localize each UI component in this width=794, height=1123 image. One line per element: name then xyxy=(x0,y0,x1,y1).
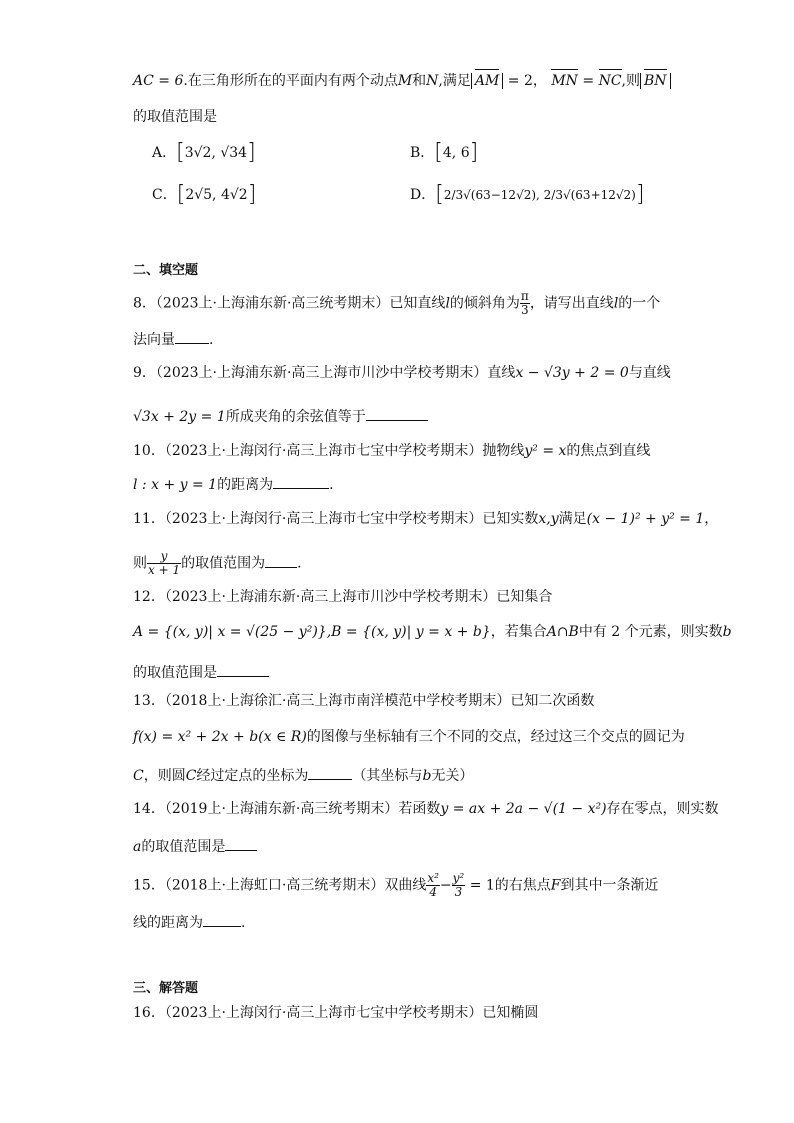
option-d-label: D． xyxy=(410,187,436,203)
q7-eq2: = 2， xyxy=(507,73,547,89)
q15-three: 3 xyxy=(454,885,463,899)
option-a-label: A． xyxy=(152,145,177,161)
q15-text-c: 到其中一条渐近 xyxy=(560,877,659,894)
q15-y2-over-3 xyxy=(452,872,466,899)
bracket-left: [ xyxy=(435,182,444,207)
q8-l2var: l xyxy=(613,295,619,312)
q7-option-b xyxy=(410,140,479,165)
q13-text-3c: （其坐标与 xyxy=(352,768,423,784)
bracket-right: ] xyxy=(635,182,645,207)
q7-line2: 的取值范围是 xyxy=(133,109,217,125)
q13-text-2: 的图像与坐标轴有三个不同的交点，经过这三个交点的圆记为 xyxy=(306,729,685,745)
q11-line2: 则 $\frac{y}{x + 1}$ 的取值范围为 . xyxy=(133,549,302,577)
q10-text-b: 的焦点到直线 xyxy=(566,443,651,459)
q8-three: 3 xyxy=(521,303,529,317)
q15-text-2: 线的距离为 xyxy=(133,915,203,931)
q13-fx: f(x) = x² + 2x + b(x ∈ R) xyxy=(133,729,307,745)
option-c-label: C． xyxy=(152,187,177,203)
q11-den: x + 1 xyxy=(148,563,181,577)
q13-text-3b: 经过定点的坐标为 xyxy=(196,768,309,784)
q9-line1 xyxy=(133,364,671,382)
q12-b: b xyxy=(722,624,732,640)
section-solution-title: 三、解答题 xyxy=(133,981,199,996)
q8-l: l xyxy=(445,295,450,312)
bracket-left: [ xyxy=(176,182,186,207)
q9-eq2: √3x + 2y = 1 xyxy=(133,409,226,425)
bracket-right: ] xyxy=(469,140,479,165)
q7-am-abs xyxy=(471,73,503,89)
q14-line2 xyxy=(133,836,257,856)
q13-c: C xyxy=(133,768,144,784)
option-b-label: B． xyxy=(410,145,435,161)
option-a-value: 3√2, √34 xyxy=(184,145,248,161)
q12-text-c: 中有 2 个元素，则实数 xyxy=(578,624,723,640)
q13-b: b xyxy=(422,768,432,784)
q10-line2: l : x + y = 1的距离为 . xyxy=(133,474,334,494)
q9-text-2: 所成夹角的余弦值等于 xyxy=(225,409,366,425)
q7-bn-vec: BN xyxy=(643,73,667,89)
q12-set-a: A = {(x, y)| x = √(25 − y²)} xyxy=(133,624,327,640)
q7-m: M xyxy=(397,73,413,89)
q8-text-b: 的倾斜角为 xyxy=(449,295,520,312)
q11-text-b: 满足 xyxy=(558,511,587,527)
q11-text-b2: 的取值范围为 xyxy=(181,555,266,572)
q10-text-a: 10．（2023上·上海闵行·高三上海市七宝中学校考期末）抛物线 xyxy=(133,443,525,459)
q13-answer-blank[interactable] xyxy=(308,765,352,780)
q7-and: 和 xyxy=(412,73,427,89)
q15-line1: 15．（2018上·上海虹口·高三统考期末）双曲线 $\frac{\text{x²}}{4}$ − $\frac{\text{y²}}{3}$ = 1的右焦点F到其中一条渐近 xyxy=(133,871,659,899)
q13-line1: 13．（2018上·上海徐汇·高三上海市南洋模范中学校考期末）已知二次函数 xyxy=(133,693,595,709)
bracket-right: ] xyxy=(247,140,256,165)
q11-line1: 11．（2023上·上海闵行·高三上海市七宝中学校考期末）已知实数x,y满足(x − 1)² + y² = 1， xyxy=(133,511,719,527)
q11-answer-blank[interactable] xyxy=(265,553,297,568)
q15-answer-blank[interactable] xyxy=(203,912,241,927)
q14-a: a xyxy=(133,839,142,855)
q12-line3 xyxy=(133,662,269,682)
q13-line3 xyxy=(133,765,473,785)
q11-xy: x,y xyxy=(538,511,559,527)
q7-nc-vec: NC xyxy=(598,73,622,89)
option-b-value: 4, 6 xyxy=(442,145,470,161)
q15-y2: y² xyxy=(452,871,465,885)
q12-line1: 12．（2023上·上海浦东新·高三上海市川沙中学校考期末）已知集合 xyxy=(133,589,553,605)
q8-answer-blank[interactable] xyxy=(175,329,209,344)
q7-mn-vec: MN xyxy=(551,73,578,89)
q15-line2: 线的距离为 . xyxy=(133,912,245,932)
q14-eq: y = ax + 2a − √(1 − x²) xyxy=(440,801,607,817)
q9-answer-blank[interactable] xyxy=(366,406,428,421)
q8-pi: π xyxy=(520,289,529,303)
q15-eq1: = 1 xyxy=(469,877,495,894)
q10-eq2: l : x + y = 1 xyxy=(133,477,218,493)
q7-then: ,则 xyxy=(621,73,640,89)
q12-set-b: ,B = {(x, y)| y = x + b} xyxy=(326,624,491,640)
q14-line1 xyxy=(133,800,719,818)
q7-am-vec: AM xyxy=(474,73,500,89)
q11-eq: (x − 1)² + y² = 1 xyxy=(586,511,705,527)
q8-text-a: 8．（2023上·上海浦东新·高三统考期末）已知直线 xyxy=(133,295,446,312)
q7-n: N xyxy=(426,73,439,89)
q12-intersection: A∩B xyxy=(546,624,579,640)
q7-text: .在三角形所在的平面内有两个动点 xyxy=(183,73,398,89)
q8-text-d: 的一个 xyxy=(618,295,661,312)
q8-pi-over-3 xyxy=(520,290,530,317)
q15-text-b: 的右焦点 xyxy=(494,877,551,894)
q11-fraction xyxy=(147,550,181,577)
q7-bn-abs xyxy=(640,73,671,89)
q7-option-d xyxy=(410,182,645,207)
option-d-value: 2/3√(63−12√2), 2/3√(63+12√2) xyxy=(443,188,636,202)
q12-line2 xyxy=(133,623,732,641)
q11-text-a: 11．（2023上·上海闵行·高三上海市七宝中学校考期末）已知实数 xyxy=(133,511,539,527)
q16-line1: 16．（2023上·上海闵行·高三上海市七宝中学校考期末）已知椭圆 xyxy=(133,1005,539,1021)
bracket-left: [ xyxy=(176,140,185,165)
q13-c2: C xyxy=(185,768,197,784)
q11-num: y xyxy=(147,550,181,564)
q7-line1 xyxy=(133,72,671,90)
q14-text-b: 存在零点，则实数 xyxy=(606,801,719,817)
option-c-value: 2√5, 4√2 xyxy=(185,187,248,203)
q14-text-2: 的取值范围是 xyxy=(141,839,226,855)
q12-text-3: 的取值范围是 xyxy=(133,665,217,681)
q8-text-c: ，请写出直线 xyxy=(529,295,614,312)
q14-answer-blank[interactable] xyxy=(225,836,257,851)
q15-four: 4 xyxy=(429,885,437,899)
q9-eq1: x − √3y + 2 = 0 xyxy=(515,365,629,381)
q12-answer-blank[interactable] xyxy=(217,662,269,677)
q7-eq: = xyxy=(582,73,595,89)
q7-satisfy: ,满足 xyxy=(438,73,471,89)
q8-line1 xyxy=(133,290,660,317)
q7-option-c xyxy=(152,182,257,207)
q10-eq1: y² = x xyxy=(524,443,567,459)
q15-f: F xyxy=(550,877,561,894)
q10-answer-blank[interactable] xyxy=(273,474,329,489)
q9-text-a: 9．（2023上·上海浦东新·高三上海市川沙中学校考期末）直线 xyxy=(133,365,516,381)
q15-x2-over-4 xyxy=(426,872,440,899)
q15-x2: x² xyxy=(427,871,439,885)
q9-line2 xyxy=(133,406,428,426)
q8-text-2: 法向量 xyxy=(133,332,175,348)
q12-text-b: ，若集合 xyxy=(490,624,547,640)
q13-line2 xyxy=(133,728,685,746)
q11-text-a2: 则 xyxy=(133,555,147,572)
q7-option-a xyxy=(152,140,256,165)
q13-text-3a: ，则圆 xyxy=(143,768,186,784)
section-fill-in-blank-title: 二、填空题 xyxy=(133,263,199,278)
q7-ac-eq: AC = 6 xyxy=(133,73,184,89)
bracket-right: ] xyxy=(247,182,257,207)
q14-text-a: 14．（2019上·上海浦东新·高三统考期末）若函数 xyxy=(133,801,441,817)
bracket-left: [ xyxy=(434,140,443,165)
q13-text-3d: 无关） xyxy=(431,768,474,784)
q9-text-b: 与直线 xyxy=(628,365,671,381)
q15-text-a: 15．（2018上·上海虹口·高三统考期末）双曲线 xyxy=(133,877,427,894)
q8-line2: 法向量 . xyxy=(133,329,213,349)
q10-line1 xyxy=(133,442,650,460)
q10-text-2: 的距离为 xyxy=(217,477,274,493)
